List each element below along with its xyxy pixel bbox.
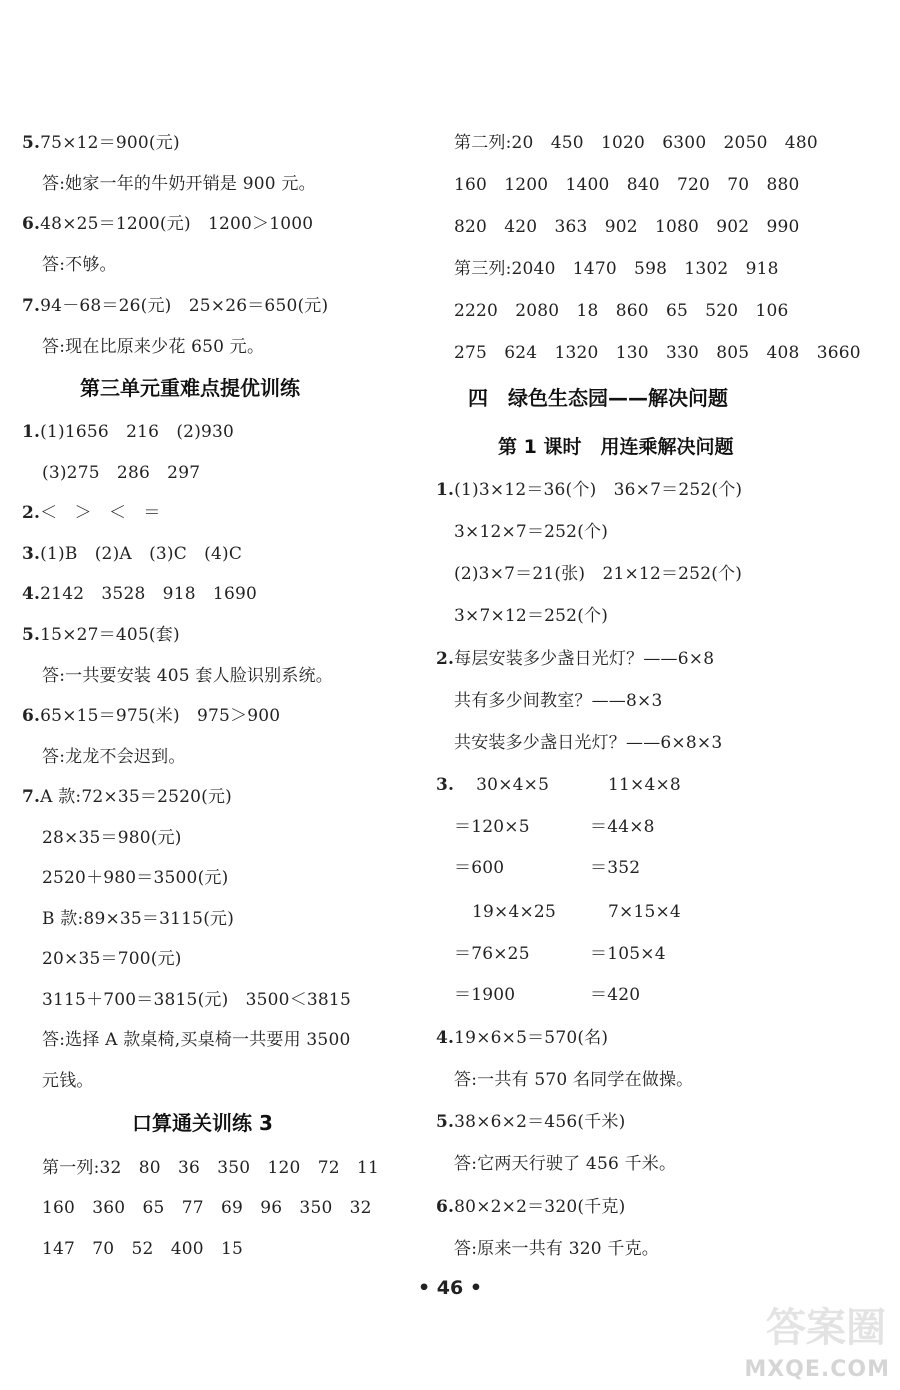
answer-line: ＝600 [454, 858, 505, 878]
answer-line: 6.48×25＝1200(元) 1200＞1000 [22, 214, 314, 234]
answer-line: 答:选择 A 款桌椅,买桌椅一共要用 3500 [42, 1030, 351, 1050]
chapter-heading: 四 绿色生态园——解决问题 [468, 386, 728, 410]
answer-line: ＝44×8 [590, 817, 655, 837]
answer-line: 4.2142 3528 918 1690 [22, 584, 257, 604]
answer-line: (3)275 286 297 [42, 463, 201, 483]
answer-line: 2520＋980＝3500(元) [42, 868, 229, 888]
answer-line: 5.38×6×2＝456(千米) [436, 1112, 626, 1132]
answer-line: 答:一共有 570 名同学在做操。 [454, 1070, 694, 1090]
answer-line: 19×4×25 [472, 902, 556, 922]
answer-line: 275 624 1320 130 330 805 408 3660 [454, 343, 861, 363]
answer-line: 答:它两天行驶了 456 千米。 [454, 1154, 677, 1174]
answer-line: 28×35＝980(元) [42, 828, 182, 848]
answer-line: 第三列:2040 1470 598 1302 918 [454, 259, 779, 279]
answer-line: 7.A 款:72×35＝2520(元) [22, 787, 233, 807]
lesson-heading: 第 1 课时 用连乘解决问题 [498, 436, 734, 458]
answer-line: 共安装多少盏日光灯？——6×8×3 [454, 733, 723, 753]
answer-line: B 款:89×35＝3115(元) [42, 909, 235, 929]
watermark-domain-text: MXQE.COM [744, 1357, 890, 1382]
answer-line: ＝105×4 [590, 944, 666, 964]
answer-line: 5.15×27＝405(套) [22, 625, 180, 645]
answer-line: ＝352 [590, 858, 641, 878]
answer-line: 第一列:32 80 36 350 120 72 11 [42, 1158, 379, 1178]
answer-line: 答:原来一共有 320 千克。 [454, 1239, 659, 1259]
answer-line: 1.(1)3×12＝36(个) 36×7＝252(个) [436, 480, 743, 500]
section-heading: 口算通关训练 3 [132, 1111, 273, 1135]
answer-line: 3.(1)B (2)A (3)C (4)C [22, 544, 243, 564]
answer-line: 2.＜ ＞ ＜ ＝ [22, 503, 161, 523]
answer-line: 4.19×6×5＝570(名) [436, 1028, 609, 1048]
answer-line: 3×7×12＝252(个) [454, 606, 609, 626]
answer-line: 答:不够。 [42, 255, 117, 275]
answer-line: 1.(1)1656 216 (2)930 [22, 422, 235, 442]
answer-line: ＝120×5 [454, 817, 530, 837]
answer-line: 3×12×7＝252(个) [454, 522, 609, 542]
answer-line: 820 420 363 902 1080 902 990 [454, 217, 800, 237]
answer-line: 160 1200 1400 840 720 70 880 [454, 175, 800, 195]
watermark-cn-text: 答案圈 [766, 1305, 886, 1351]
answer-line: ＝420 [590, 985, 641, 1005]
answer-line: 5.75×12＝900(元) [22, 133, 180, 153]
answer-line: 20×35＝700(元) [42, 949, 182, 969]
answer-line: 160 360 65 77 69 96 350 32 [42, 1198, 372, 1218]
answer-line: 答:她家一年的牛奶开销是 900 元。 [42, 174, 316, 194]
answer-line: 7.94－68＝26(元) 25×26＝650(元) [22, 296, 329, 316]
section-heading: 第三单元重难点提优训练 [80, 376, 300, 400]
watermark-logo [724, 1292, 894, 1384]
answer-line: 2.每层安装多少盏日光灯？——6×8 [436, 649, 715, 669]
answer-line: 答:现在比原来少花 650 元。 [42, 337, 265, 357]
answer-line: 11×4×8 [608, 775, 681, 795]
answer-line: 2220 2080 18 860 65 520 106 [454, 301, 789, 321]
answer-line: ＝76×25 [454, 944, 530, 964]
answer-line: 元钱。 [42, 1071, 94, 1091]
answer-line: 答:一共要安装 405 套人脸识别系统。 [42, 666, 333, 686]
answer-line: 6.80×2×2＝320(千克) [436, 1197, 626, 1217]
answer-line: 共有多少间教室？——8×3 [454, 691, 663, 711]
answer-line: 7×15×4 [608, 902, 681, 922]
answer-line: 第二列:20 450 1020 6300 2050 480 [454, 133, 818, 153]
answer-line: 6.65×15＝975(米) 975＞900 [22, 706, 281, 726]
answer-line: (2)3×7＝21(张) 21×12＝252(个) [454, 564, 743, 584]
answer-line: 147 70 52 400 15 [42, 1239, 243, 1259]
page-number: • 46 • [418, 1277, 482, 1299]
answer-line: 3. 30×4×5 [436, 775, 550, 795]
answer-line: 3115＋700＝3815(元) 3500＜3815 [42, 990, 351, 1010]
answer-line: 答:龙龙不会迟到。 [42, 747, 186, 767]
answer-line: ＝1900 [454, 985, 516, 1005]
